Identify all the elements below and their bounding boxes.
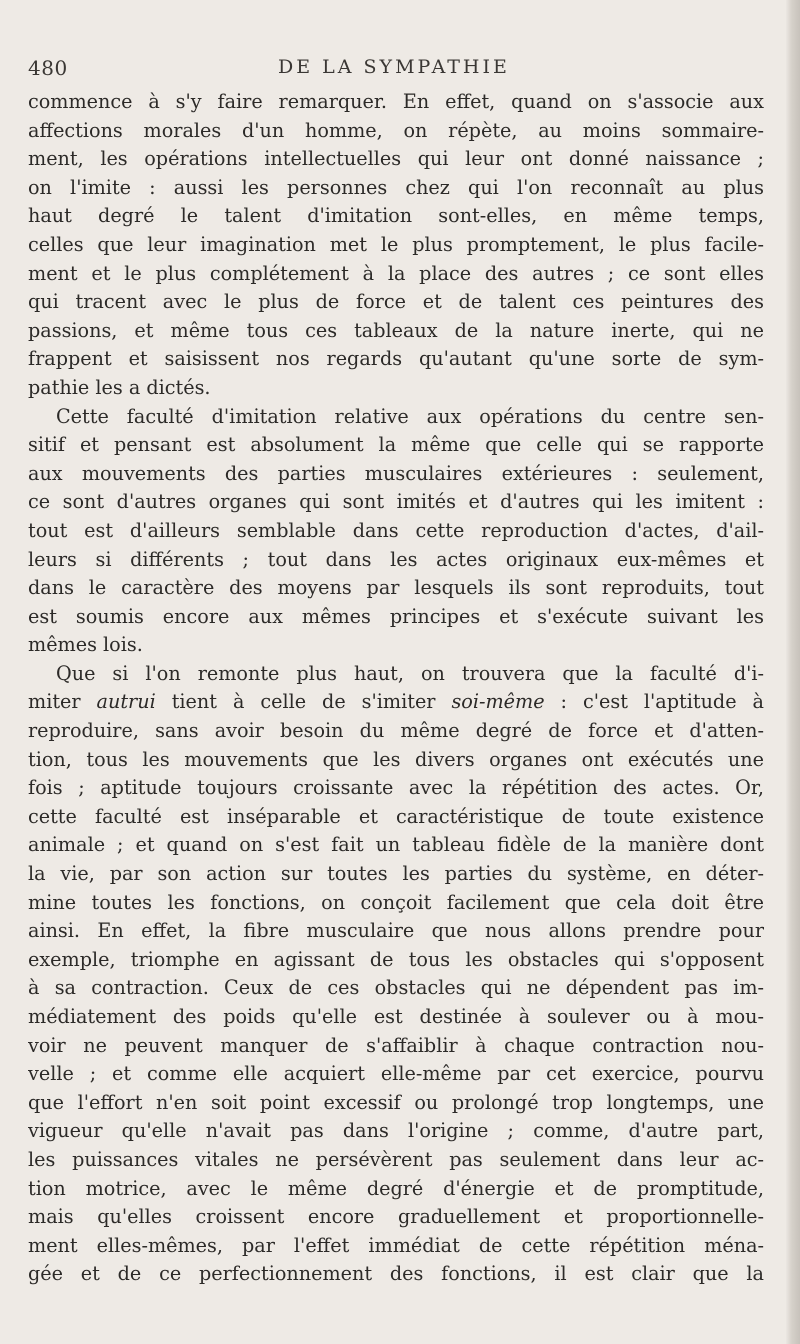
text-line: mais qu'elles croissent encore graduellement et proportionnelle-	[28, 1205, 764, 1229]
text-line: ce sont d'autres organes qui sont imités et d'autres qui les imitent :	[28, 490, 764, 514]
text-line: voir ne peuvent manquer de s'affaiblir à chaque contraction nou-	[28, 1033, 764, 1057]
text-run: tient à celle de s'imiter	[171, 690, 436, 714]
text-line: vigueur qu'elle n'avait pas dans l'origine ; comme, d'autre part,	[28, 1119, 764, 1143]
text-line: reproduire, sans avoir besoin du même degré de force et d'atten-	[28, 719, 764, 743]
italic-term: soi-même	[451, 690, 545, 714]
text-line: ment, les opérations intellectuelles qui leur ont donné naissance ;	[28, 147, 764, 171]
text-line: Cette faculté d'imitation relative aux opérations du centre sen-	[56, 404, 764, 428]
text-line: on l'imite : aussi les personnes chez qui l'on reconnaît au plus	[28, 175, 764, 199]
text-line: est soumis encore aux mêmes principes et s'exécute suivant les	[28, 604, 764, 628]
text-line	[28, 688, 764, 717]
text-line: ment et le plus complétement à la place des autres ; ce sont elles	[28, 261, 764, 285]
text-line: leurs si différents ; tout dans les actes originaux eux-mêmes et	[28, 547, 764, 571]
text-line: haut degré le talent d'imitation sont-elles, en même temps,	[28, 204, 764, 228]
text-line: fois ; aptitude toujours croissante avec la répétition des actes. Or,	[28, 776, 764, 800]
text-line: les puissances vitales ne persévèrent pas seulement dans leur ac-	[28, 1147, 764, 1171]
text-line: tion, tous les mouvements que les divers organes ont exécutés une	[28, 747, 764, 771]
text-line: la vie, par son action sur toutes les parties du système, en déter-	[28, 862, 764, 886]
text-line: médiatement des poids qu'elle est destinée à soulever ou à mou-	[28, 1005, 764, 1028]
text-line: velle ; et comme elle acquiert elle-même par cet exercice, pourvu	[28, 1062, 764, 1086]
text-line: tout est d'ailleurs semblable dans cette reproduction d'actes, d'ail-	[28, 518, 764, 542]
text-line: gée et de ce perfectionnement des fonctions, il est clair que la	[28, 1262, 764, 1286]
text-line: qui tracent avec le plus de force et de talent ces peintures des	[28, 290, 764, 314]
text-line: pathie les a dictés.	[28, 375, 211, 399]
text-line: dans le caractère des moyens par lesquels ils sont reproduits, tout	[28, 576, 764, 600]
text-line: que l'effort n'en soit point excessif ou prolongé trop longtemps, une	[28, 1090, 764, 1114]
text-run: miter	[28, 690, 81, 714]
page-edge	[786, 0, 800, 1344]
text-line: aux mouvements des parties musculaires extérieures : seulement,	[28, 461, 764, 485]
italic-term: autrui	[96, 690, 156, 714]
text-line: affections morales d'un homme, on répète, au moins sommaire-	[28, 118, 764, 142]
text-line: mine toutes les fonctions, on conçoit facilement que cela doit être	[28, 890, 764, 914]
text-line: exemple, triomphe en agissant de tous les obstacles qui s'opposent	[28, 947, 764, 971]
running-title: DE LA SYMPATHIE	[278, 56, 510, 78]
page-header	[28, 56, 768, 86]
page-number: 480	[28, 56, 68, 80]
text-line: ainsi. En effet, la fibre musculaire que nous allons prendre pour	[28, 919, 764, 943]
body-text	[28, 88, 764, 1289]
text-line: Que si l'on remonte plus haut, on trouvera que la faculté d'i-	[56, 661, 764, 685]
text-line: passions, et même tous ces tableaux de la nature inerte, qui ne	[28, 318, 764, 342]
text-line: cette faculté est inséparable et caractéristique de toute existence	[28, 804, 764, 828]
text-line: celles que leur imagination met le plus promptement, le plus facile-	[28, 232, 764, 256]
text-line: ment elles-mêmes, par l'effet immédiat de cette répétition ména-	[28, 1233, 764, 1257]
text-line: à sa contraction. Ceux de ces obstacles qui ne dépendent pas im-	[28, 976, 764, 1000]
text-line: commence à s'y faire remarquer. En effet, quand on s'associe aux	[28, 90, 764, 113]
text-line: animale ; et quand on s'est fait un tableau fidèle de la manière dont	[28, 833, 764, 857]
text-run: : c'est l'aptitude à	[560, 690, 764, 714]
text-line: sitif et pensant est absolument la même que celle qui se rapporte	[28, 433, 764, 457]
text-line: mêmes lois.	[28, 633, 143, 657]
text-line: tion motrice, avec le même degré d'énergie et de promptitude,	[28, 1176, 764, 1200]
text-line: frappent et saisissent nos regards qu'autant qu'une sorte de sym-	[28, 347, 764, 371]
